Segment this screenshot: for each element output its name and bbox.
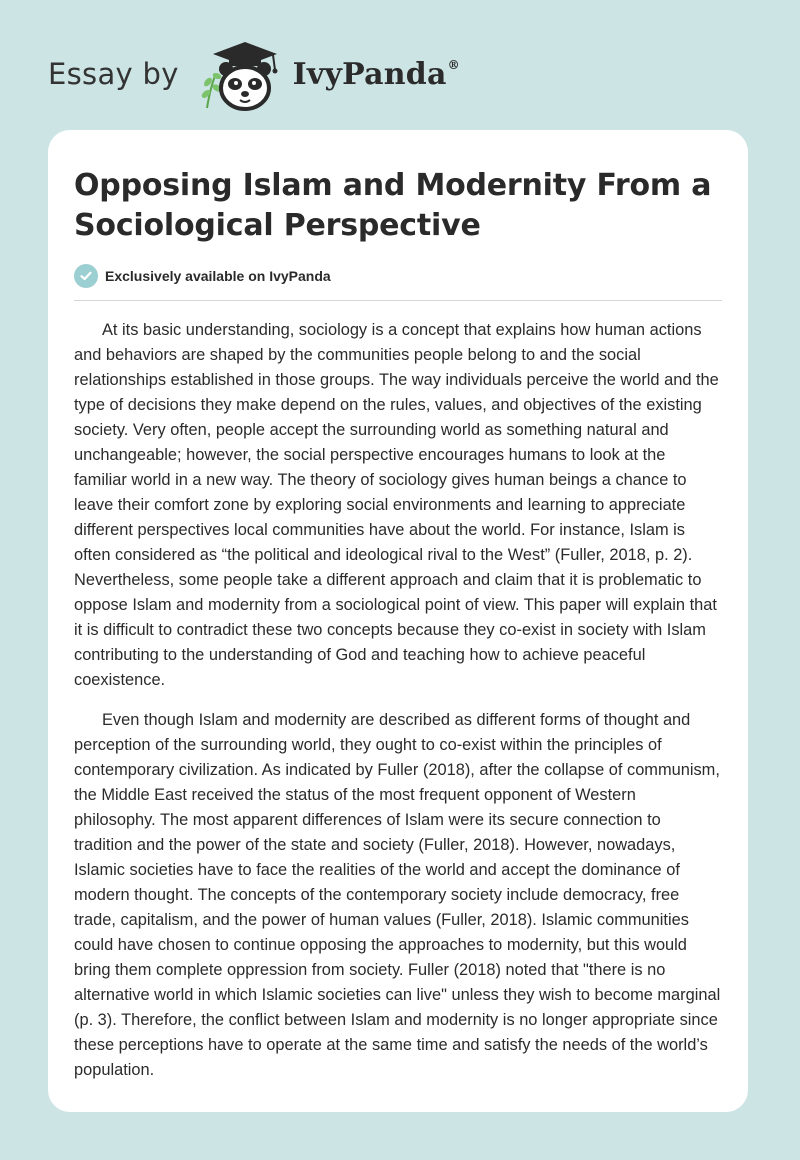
- check-circle-icon: [74, 264, 98, 288]
- essay-card: [48, 130, 748, 1112]
- essay-body: [74, 318, 722, 1083]
- essay-by-label: Essay by: [48, 57, 179, 91]
- exclusive-badge: [74, 264, 722, 301]
- essay-title: Opposing Islam and Modernity From a Sociological Perspective: [74, 168, 712, 243]
- exclusive-badge-label: Exclusively available on IvyPanda: [105, 268, 331, 284]
- brand-name[interactable]: IvyPanda®: [292, 56, 460, 92]
- panda-graduate-icon[interactable]: [195, 36, 287, 112]
- site-header: [48, 36, 460, 112]
- registered-mark: ®: [447, 57, 460, 72]
- paragraph: Even though Islam and modernity are described as different forms of thought and perception of the surrounding world, they ought to co-exist within the principles of contemporary civilization. As indicated by Fuller (2018), after the collapse of communism, the Middle East received the status of the most frequent opponent of Western philosophy. The most apparent differences of Islam were its secure connection to tradition and the power of the state and society (Fuller, 2018). However, nowadays, Islamic societies have to face the realities of the world and accept the dominance of modern thought. The concepts of the contemporary society include democracy, free trade, capitalism, and the power of human values (Fuller, 2018). Islamic communities could have chosen to continue opposing the approaches to modernity, but this would bring them complete oppression from society. Fuller (2018) noted that "there is no alternative world in which Islamic societies can live" unless they wish to become marginal (p. 3). Therefore, the conflict between Islam and modernity is no longer appropriate since these perceptions have to operate at the same time and satisfy the needs of the world’s population.: [74, 711, 721, 1079]
- paragraph: At its basic understanding, sociology is a concept that explains how human actions and behaviors are shaped by the communities people belong to and the social relationships established in those groups. The way individuals perceive the world and the type of decisions they make depend on the rules, values, and objectives of the existing society. Very often, people accept the surrounding world as something natural and unchangeable; however, the social perspective encourages humans to look at the familiar world in a new way. The theory of sociology gives human beings a chance to leave their comfort zone by exploring social environments and learning to appreciate different perspectives local communities have about the world. For instance, Islam is often considered as “the political and ideological rival to the West” (Fuller, 2018, p. 2). Nevertheless, some people take a different approach and claim that it is problematic to oppose Islam and modernity from a sociological point of view. This paper will explain that it is difficult to contradict these two concepts because they co-exist in society with Islam contributing to the understanding of God and teaching how to achieve peaceful coexistence.: [74, 321, 719, 689]
